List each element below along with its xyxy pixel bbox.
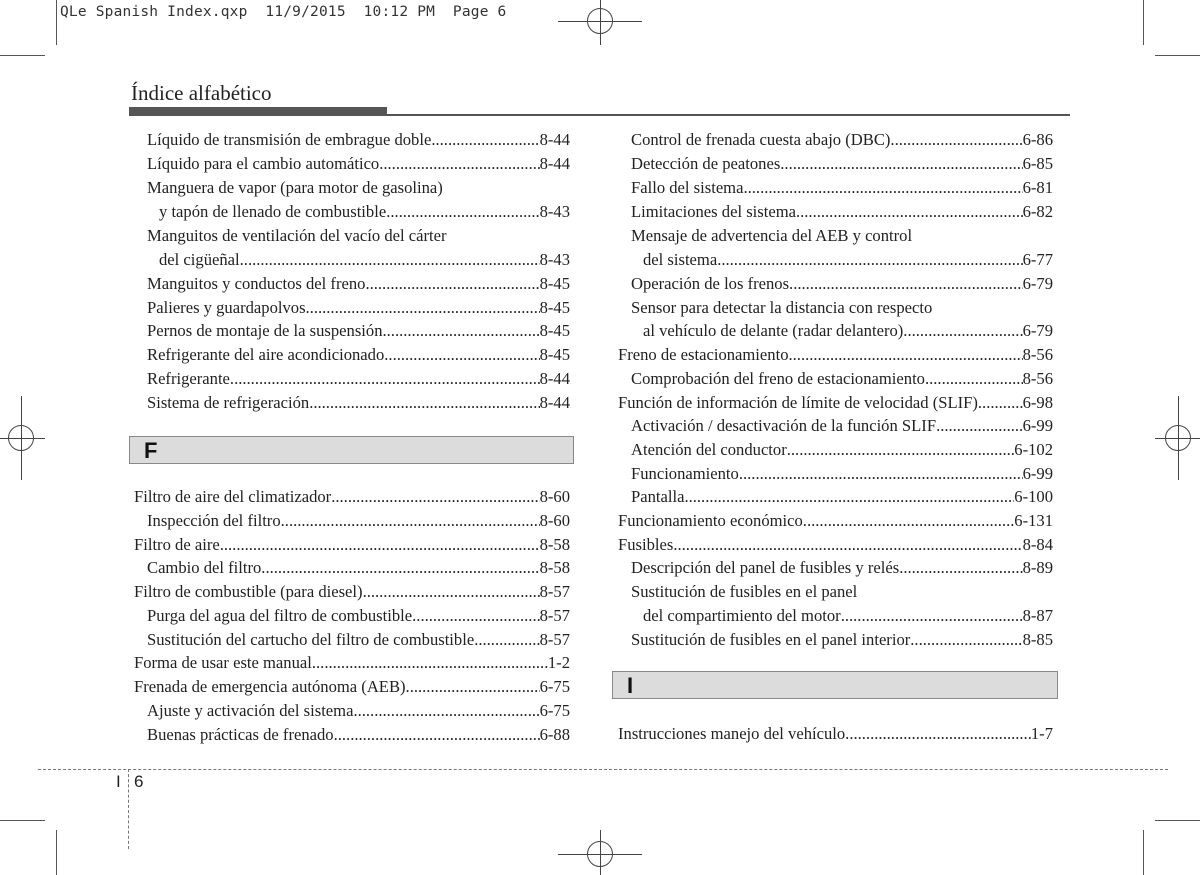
index-entry: del sistema ..... 6-77	[643, 248, 1053, 272]
index-entry: Sustitución del cartucho del filtro de combustible ..... 8-57	[147, 628, 570, 652]
index-entry: Descripción del panel de fusibles y relés ..... 8-89	[631, 556, 1053, 580]
footer-rule	[38, 769, 1168, 770]
index-entry: Mensaje de advertencia del AEB y control	[631, 226, 913, 245]
index-entry: Cambio del filtro ..... 8-58	[147, 556, 570, 580]
index-entry: Líquido de transmisión de embrague doble ..... 8-44	[147, 128, 570, 152]
registration-mark-line	[1155, 438, 1200, 439]
crop-mark	[1143, 830, 1144, 875]
crop-mark	[56, 0, 57, 45]
index-entry: Filtro de aire del climatizador ..... 8-60	[134, 485, 570, 509]
crop-mark	[1143, 0, 1144, 45]
index-entry: Instrucciones manejo del vehículo ..... 1-7	[618, 722, 1053, 746]
index-entry: al vehículo de delante (radar delantero) ..... 6-79	[643, 319, 1053, 343]
print-slug: QLe Spanish Index.qxp 11/9/2015 10:12 PM Page 6	[60, 4, 507, 20]
index-entry: Refrigerante del aire acondicionado ..... 8-45	[147, 343, 570, 367]
index-entry: Sustitución de fusibles en el panel interior ..... 8-85	[631, 628, 1053, 652]
index-entry: Pantalla ..... 6-100	[631, 485, 1053, 509]
registration-mark-line	[0, 438, 45, 439]
index-entry: Funcionamiento económico ..... 6-131	[618, 509, 1053, 533]
index-entry: y tapón de llenado de combustible ..... 8-43	[159, 200, 570, 224]
index-entry: Buenas prácticas de frenado ..... 6-88	[147, 723, 570, 747]
index-entry: Activación / desactivación de la función SLIF ..... 6-99	[631, 414, 1053, 438]
index-entry: Sistema de refrigeración ..... 8-44	[147, 391, 570, 415]
index-entry: Manguitos de ventilación del vacío del cárter	[147, 226, 447, 245]
index-entry: Refrigerante ..... 8-44	[147, 367, 570, 391]
index-entry: Manguera de vapor (para motor de gasolina)	[147, 178, 443, 197]
index-entry: Palieres y guardapolvos ..... 8-45	[147, 296, 570, 320]
index-entry: Detección de peatones ..... 6-85	[631, 152, 1053, 176]
letter-heading-f: F	[129, 436, 574, 464]
index-entry: Función de información de límite de velocidad (SLIF) ..... 6-98	[618, 391, 1053, 415]
letter-heading-i: I	[612, 671, 1058, 699]
title-rule-accent	[129, 107, 387, 116]
registration-mark-line	[558, 21, 642, 22]
index-entry: del cigüeñal ..... 8-43	[159, 248, 570, 272]
index-entry: Limitaciones del sistema ..... 6-82	[631, 200, 1053, 224]
index-entry: Atención del conductor ..... 6-102	[631, 438, 1053, 462]
index-entry: Inspección del filtro ..... 8-60	[147, 509, 570, 533]
index-entry: Frenada de emergencia autónoma (AEB) ..... 6-75	[134, 675, 570, 699]
registration-mark-line	[600, 830, 601, 875]
registration-mark-line	[600, 0, 601, 45]
index-entry: del compartimiento del motor ..... 8-87	[643, 604, 1053, 628]
index-entry: Pernos de montaje de la suspensión ..... 8-45	[147, 319, 570, 343]
index-entry: Funcionamiento ..... 6-99	[631, 462, 1053, 486]
index-entry: Ajuste y activación del sistema ..... 6-75	[147, 699, 570, 723]
index-entry: Forma de usar este manual ..... 1-2	[134, 651, 570, 675]
index-entry: Filtro de combustible (para diesel) ..... 8-57	[134, 580, 570, 604]
crop-mark	[1155, 55, 1200, 56]
index-entry: Control de frenada cuesta abajo (DBC) ..... 6-86	[631, 128, 1053, 152]
index-entry: Freno de estacionamiento ..... 8-56	[618, 343, 1053, 367]
footer-divider	[128, 769, 129, 849]
crop-mark	[56, 830, 57, 875]
index-entry: Operación de los frenos ..... 6-79	[631, 272, 1053, 296]
index-entry: Sensor para detectar la distancia con respecto	[631, 298, 933, 317]
index-entry: Fusibles ..... 8-84	[618, 533, 1053, 557]
footer-page-number: 6	[134, 772, 144, 791]
index-entry: Fallo del sistema ..... 6-81	[631, 176, 1053, 200]
index-entry: Purga del agua del filtro de combustible ..... 8-57	[147, 604, 570, 628]
crop-mark	[0, 55, 45, 56]
crop-mark	[1155, 820, 1200, 821]
index-entry: Sustitución de fusibles en el panel	[631, 582, 858, 601]
page-title: Índice alfabético	[131, 81, 272, 105]
crop-mark	[0, 820, 45, 821]
index-entry: Líquido para el cambio automático ..... 8-44	[147, 152, 570, 176]
footer-section-letter: I	[116, 772, 121, 791]
index-entry: Comprobación del freno de estacionamiento ..... 8-56	[631, 367, 1053, 391]
registration-mark-line	[558, 854, 642, 855]
index-entry: Filtro de aire ..... 8-58	[134, 533, 570, 557]
index-entry: Manguitos y conductos del freno ..... 8-45	[147, 272, 570, 296]
